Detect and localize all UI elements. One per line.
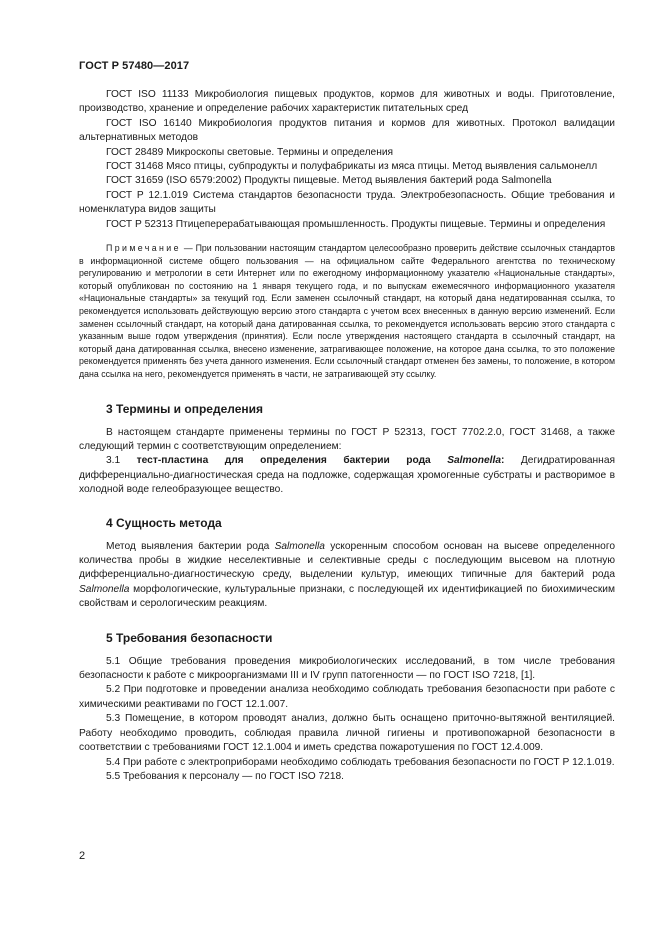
note-text: — При пользовании настоящим стандартом целесообразно проверить действие ссылочных стандартов в информационной системе общего пользования — на официальном сайте Федерального агентства по техническому регулированию и метрологии в сети Интернет или по ежегодному информационному указателю «Национальные стандарты», который опубликован по состоянию на 1 января текущего года, и по выпускам ежемесячного информационного указателя «Национальные стандарты» за текущий год. Если заменен ссылочный стандарт, на который дана недатированная ссылка, то рекомендуется использовать действующую версию этого стандарта с учетом всех внесенных в данную версию изменений. Если заменен ссылочный стандарт, на который дана датированная ссылка, то рекомендуется использовать версию этого стандарта с указанным выше годом утверждения (принятия). Если после утверждения настоящего стандарта в ссылочный стандарт, на который дана датированная ссылка, внесено изменение, затрагивающее положение, на которое дана ссылка, то это положение рекомендуется применять без учета данного изменения. Если ссылочный стандарт отменен без замены, то положение, в котором дана ссылка на него, рекомендуется применять в части, не затрагивающей эту ссылку. — [79, 243, 615, 379]
reference-note — [79, 242, 615, 381]
reference-item: ГОСТ Р 12.1.019 Система стандартов безопасности труда. Электробезопасность. Общие требования и номенклатура видов защиты — [79, 189, 615, 216]
safety-item: 5.1 Общие требования проведения микробиологических исследований, в том числе требования безопасности к работе с микроорганизмами III и IV групп патогенности — по ГОСТ ISO 7218, [1]. — [79, 655, 615, 682]
document-body — [79, 88, 615, 784]
page-number: 2 — [79, 850, 86, 862]
safety-requirements-list — [79, 655, 615, 785]
term-definition: 3.1 тест-пластина для определения бактерии рода Salmonella: Дегидратированная дифференциально-диагностическая среда на подложке, содержащая хромогенные субстраты и растворимое в холодной воде гелеобразующее вещество. — [79, 455, 615, 496]
safety-item: 5.4 При работе с электроприборами необходимо соблюдать требования безопасности по ГОСТ Р 12.1.019. — [106, 756, 615, 768]
reference-item: ГОСТ 28489 Микроскопы световые. Термины и определения — [106, 146, 394, 158]
safety-item: 5.3 Помещение, в котором проводят анализ, должно быть оснащено приточно-вытяжной вентиляцией. Работу необходимо проводить, соблюдая правила личной гигиены и противопожарной безопасности в соответствии с требованиями ГОСТ 12.1.004 и иметь средства пожаротушения по ГОСТ 12.4.009. — [79, 713, 615, 754]
section-3-heading: 3 Термины и определения — [106, 401, 264, 416]
note-label: Примечание — [106, 243, 181, 254]
safety-item: 5.5 Требования к персоналу — по ГОСТ ISO 7218. — [106, 770, 345, 782]
reference-item: ГОСТ ISO 11133 Микробиология пищевых продуктов, кормов для животных и воды. Приготовление, производство, хранение и определение рабочих характеристик питательных сред — [79, 89, 615, 115]
term-name: тест-пластина для определения бактерии рода Salmonella: — [136, 455, 505, 467]
section-5-heading: 5 Требования безопасности — [106, 630, 273, 645]
section-3-intro: В настоящем стандарте применены термины по ГОСТ Р 52313, ГОСТ 7702.2.0, ГОСТ 31468, а также следующий термин с соответствующим определением: — [79, 426, 615, 452]
section-4-heading: 4 Сущность метода — [106, 515, 222, 530]
safety-item: 5.2 При подготовке и проведении анализа необходимо соблюдать требования безопасности при работе с химическими реактивами по ГОСТ 12.1.007. — [79, 684, 615, 710]
reference-item: ГОСТ ISO 16140 Микробиология продуктов питания и кормов для животных. Протокол валидации альтернативных методов — [79, 117, 615, 144]
reference-item: ГОСТ 31468 Мясо птицы, субпродукты и полуфабрикаты из мяса птицы. Метод выявления сальмонелл — [106, 161, 598, 173]
reference-item: ГОСТ Р 52313 Птицеперерабатывающая промышленность. Продукты пищевые. Термины и определения — [106, 218, 606, 230]
method-essence-paragraph: Метод выявления бактерии рода Salmonella ускоренным способом основан на высеве определенного количества пробы в жидкие неселективные и селективные среды с последующим высевом на плотную дифференциально-диагностическую среду, выделении культур, имеющих типичные для бактерий рода Salmonella морфологические, культуральные признаки, с последующей их идентификацией по биохимическим свойствам и серологическим реакциям. — [79, 540, 615, 610]
reference-item: ГОСТ 31659 (ISO 6579:2002) Продукты пищевые. Метод выявления бактерий рода Salmonella — [106, 175, 552, 187]
normative-references-list — [79, 88, 615, 232]
document-code: ГОСТ Р 57480—2017 — [79, 60, 190, 72]
